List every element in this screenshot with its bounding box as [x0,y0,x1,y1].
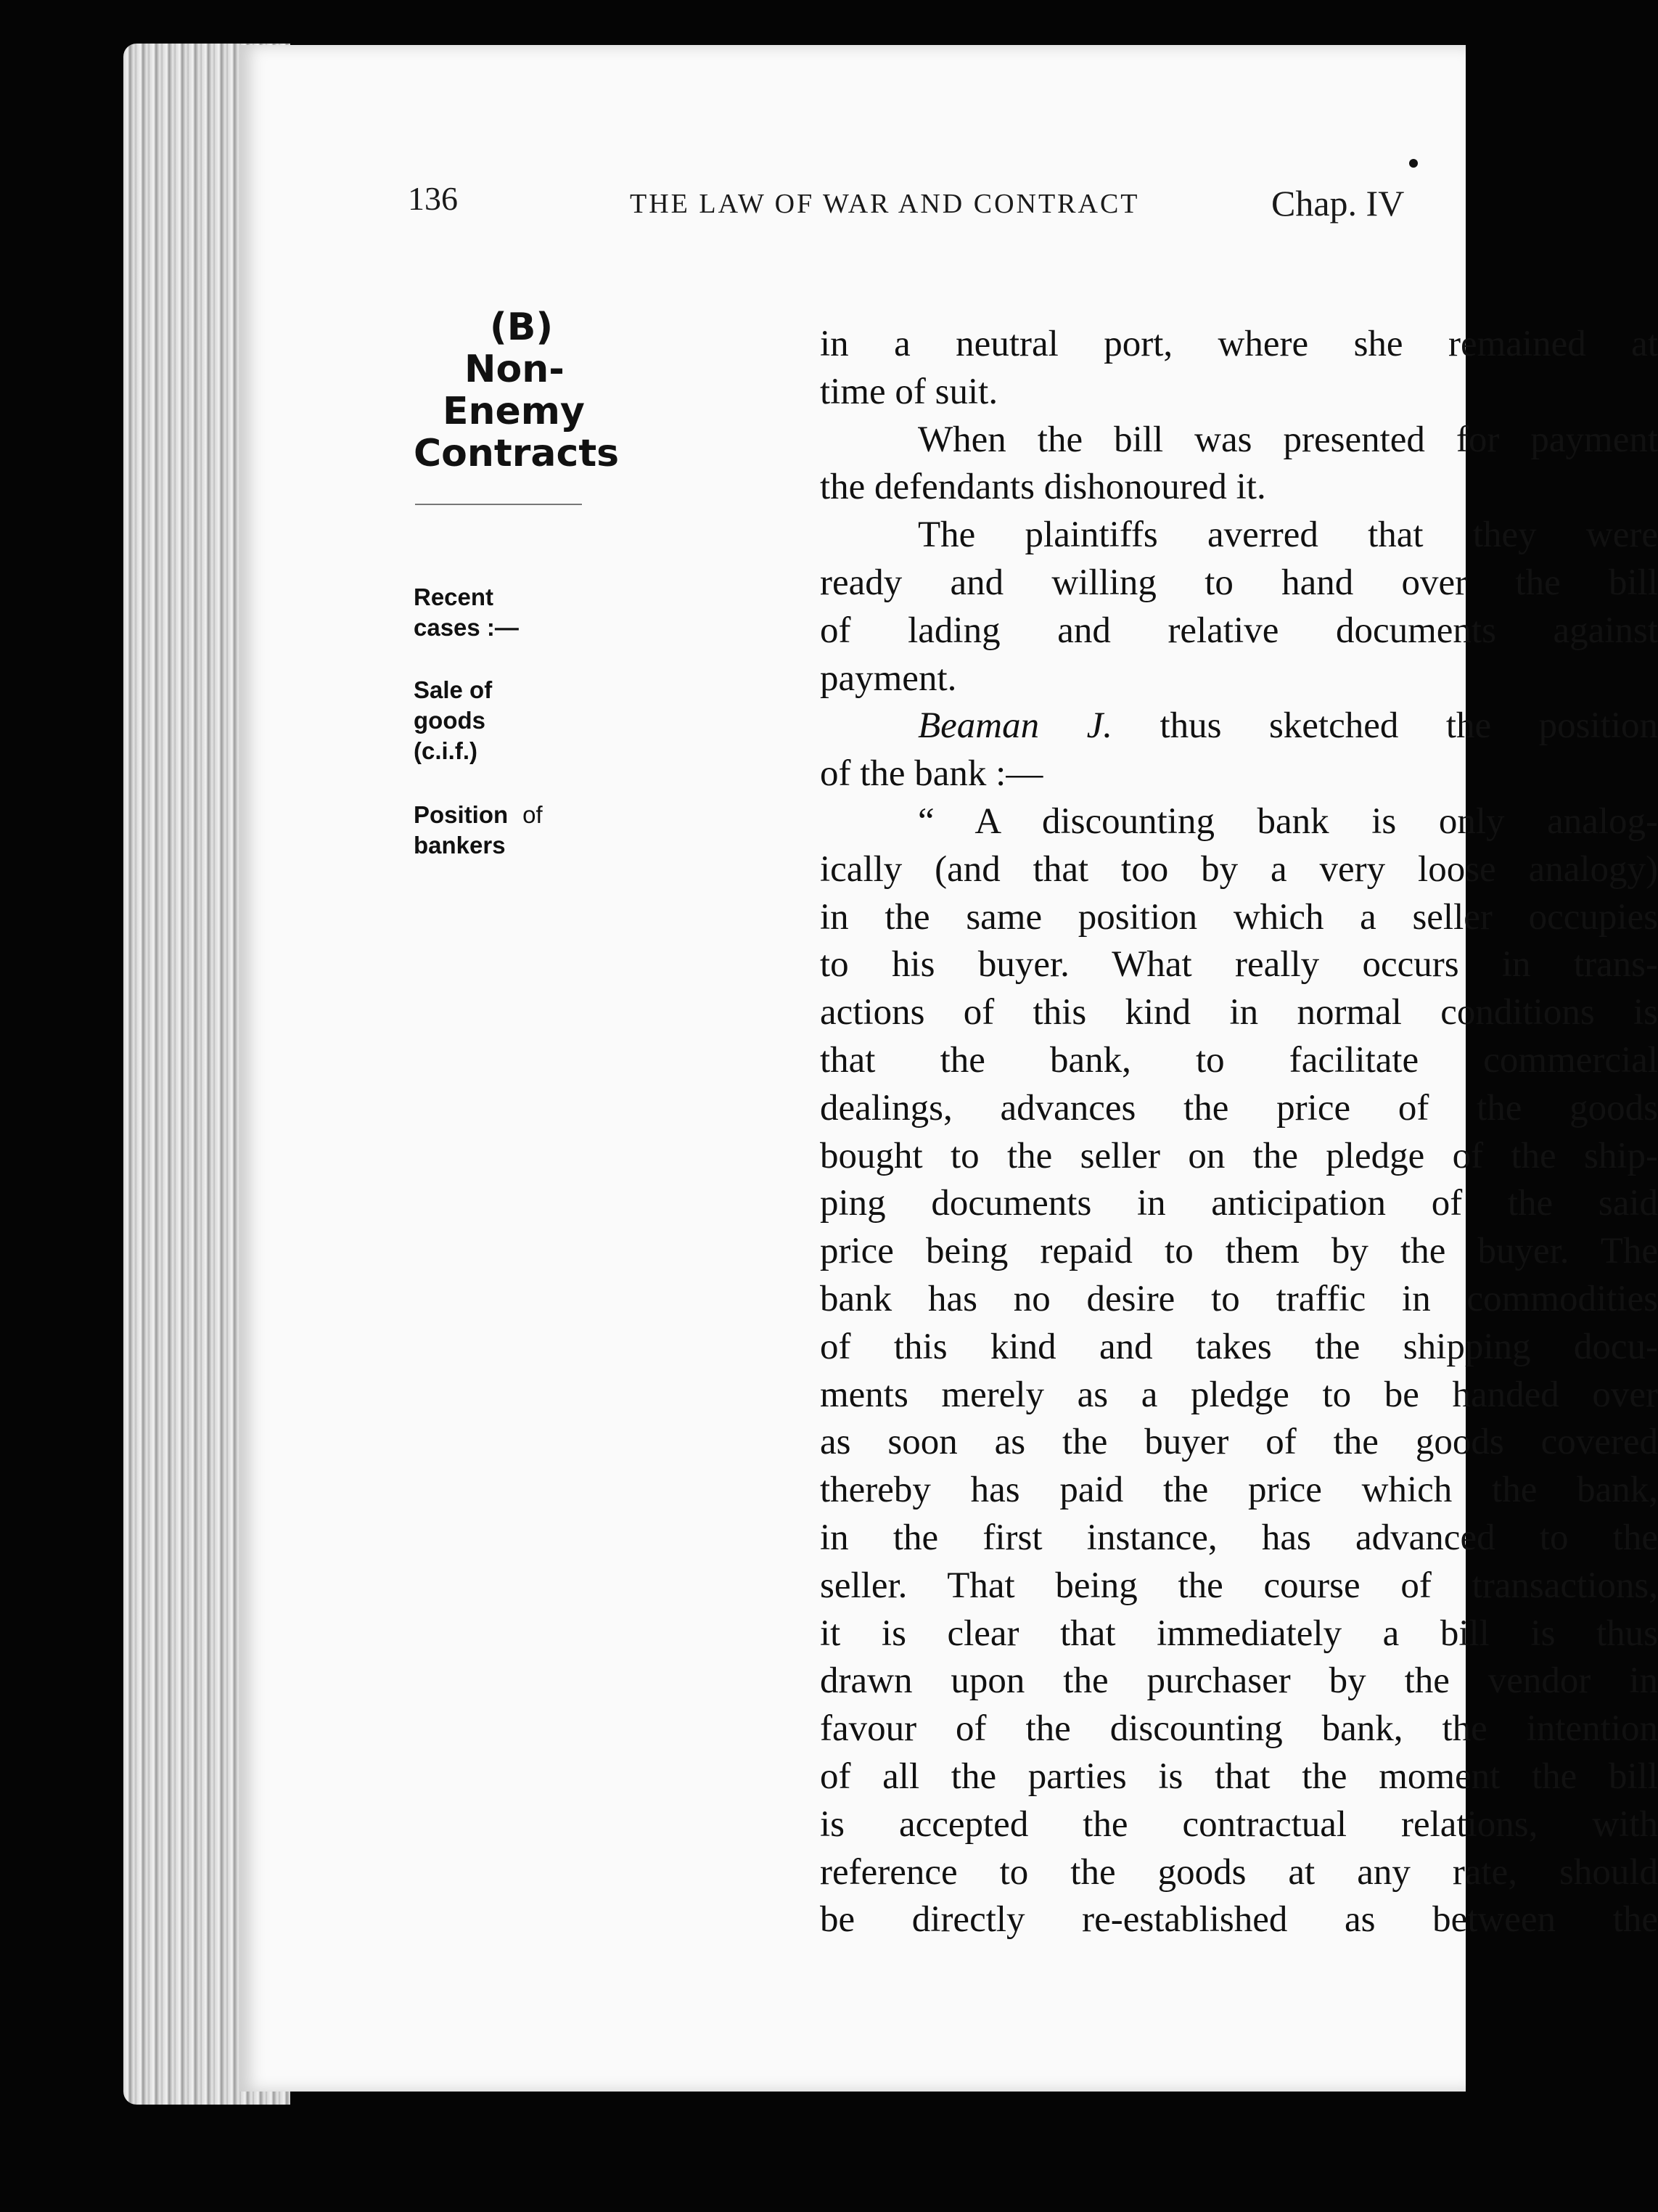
chapter-label: Chap. IV [1271,183,1405,224]
page-number: 136 [408,180,458,217]
text-line: ready and willing to hand over the bill [820,562,1658,603]
text-line: in the first instance, has advanced to the [820,1517,1658,1558]
text-line: Beaman J. thus sketched the position [918,705,1658,747]
page-header [239,179,1466,237]
text-line: thereby has paid the price which the bank, [820,1470,1658,1511]
text-line: the defendants dishonoured it. [820,467,1266,508]
text-line: ping documents in anticipation of the said [820,1183,1658,1224]
text-line: is accepted the contractual relations, with [820,1803,1658,1845]
sidenote-line: bankers [414,832,506,859]
text-line: bank has no desire to traffic in commodities [820,1278,1658,1319]
text-line: in the same position which a seller occupies [820,896,1658,938]
sidenote-line: of [522,801,543,828]
text-line: “ A discounting bank is only analog- [918,800,1658,842]
sidenote-sale-of-goods [414,675,559,766]
section-heading-line: Contracts [414,432,620,475]
text-line: actions of this kind in normal conditions is [820,992,1658,1033]
text-line: seller. That being the course of transactions, [820,1565,1658,1606]
text-line: of the bank :— [820,753,1043,795]
text-line: in a neutral port, where she remained at [820,324,1658,364]
section-heading-line: Non- [464,348,565,391]
text-line: When the bill was presented for payment [918,419,1658,460]
text-line: bought to the seller on the pledge of the ship- [820,1135,1658,1176]
sidenote-recent-cases [414,582,559,643]
body-text [820,321,1658,1944]
text-line: drawn upon the purchaser by the vendor in [820,1660,1658,1702]
text-line: price being repaid to them by the buyer. The [820,1231,1658,1272]
sidenote-line: goods [414,707,485,734]
text-line: of lading and relative documents against [820,610,1658,651]
text-line: favour of the discounting bank, the intention [820,1708,1658,1750]
section-heading [414,306,827,475]
text-line: reference to the goods at any rate, should [820,1851,1658,1893]
sidenote-line: Position [414,801,509,828]
text-line: payment. [820,658,957,699]
section-heading-line: (B) [490,306,554,349]
text-line: ically (and that too by a very loose analogy) [820,848,1658,890]
sidenote-line: Sale of [414,676,493,703]
section-rule [415,504,582,505]
running-head: THE LAW OF WAR AND CONTRACT [630,189,1140,219]
text-line: be directly re-established as between the [820,1899,1658,1941]
sidenote-line: (c.i.f.) [414,737,477,764]
text-line: to his buyer. What really occurs in trans- [820,944,1658,986]
text-line: of all the parties is that the moment the bill [820,1756,1658,1797]
text-line: The plaintiffs averred that they were [918,515,1658,556]
text-line: it is clear that immediately a bill is thus [820,1613,1658,1654]
text-line: time of suit. [820,371,998,412]
sidenote-line: cases :— [414,614,519,641]
sidenote-position-of-bankers [414,800,646,861]
text-line: ments merely as a pledge to be handed over [820,1374,1658,1415]
text-line: of this kind and takes the shipping docu- [820,1326,1658,1367]
sidenote-line: Recent [414,583,494,610]
text-line: as soon as the buyer of the goods covered [820,1422,1658,1463]
text-line: that the bank, to facilitate commercial [820,1039,1658,1081]
ink-dot [1409,159,1418,168]
text-line: dealings, advances the price of the goods [820,1087,1658,1128]
book-page [239,45,1658,2092]
section-heading-line: Enemy [443,390,585,433]
